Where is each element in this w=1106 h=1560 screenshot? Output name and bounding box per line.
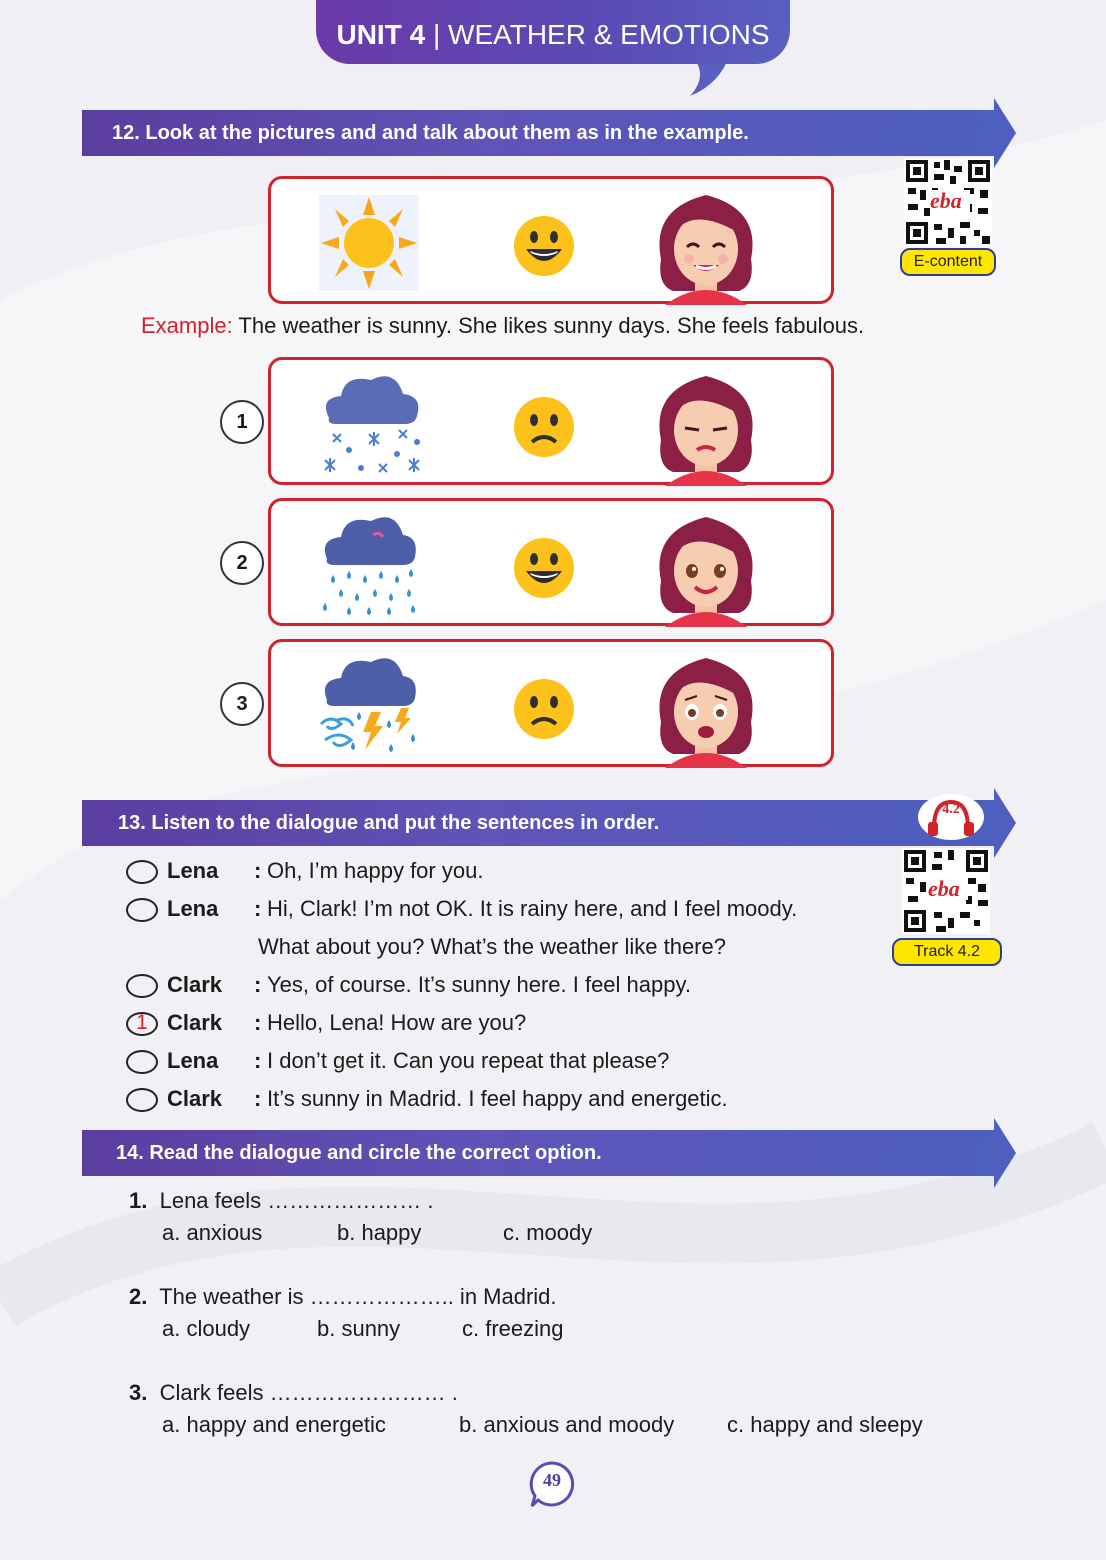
option[interactable]: c. freezing <box>462 1316 564 1341</box>
question-text: The weather is ……………….. in Madrid. <box>159 1284 557 1309</box>
happy-emoji-icon <box>513 537 575 599</box>
question-number: 2. <box>129 1284 148 1309</box>
option[interactable]: b. anxious and moody <box>459 1412 675 1437</box>
item-number: 2 <box>220 541 264 585</box>
picture-frame-2 <box>268 498 834 626</box>
example-label: Example: <box>141 313 233 338</box>
order-oval[interactable] <box>126 860 158 884</box>
example-frame <box>268 176 834 304</box>
speaker: Clark <box>167 1086 223 1111</box>
question-3 <box>129 1380 458 1406</box>
question-number: 3. <box>129 1380 148 1405</box>
section-13-banner <box>82 800 994 846</box>
rain-cloud-icon <box>319 509 419 621</box>
track-badge-label: 4.2 <box>942 802 960 817</box>
unit-number: UNIT 4 <box>336 19 426 50</box>
question-text: Lena feels ………………… . <box>159 1188 434 1213</box>
dialogue-text: It’s sunny in Madrid. I feel happy and energetic. <box>267 1086 728 1111</box>
unit-separator: | <box>425 19 449 50</box>
speaker: Clark <box>167 972 223 997</box>
snow-cloud-icon <box>319 368 423 480</box>
option[interactable]: b. happy <box>337 1220 422 1245</box>
dialogue-text: Hello, Lena! How are you? <box>267 1010 527 1035</box>
item-number: 3 <box>220 682 264 726</box>
question-2 <box>129 1284 557 1310</box>
option[interactable]: b. sunny <box>317 1316 401 1341</box>
dialogue-text: Hi, Clark! I’m not OK. It is rainy here, and I feel moody. <box>267 896 798 921</box>
qr-logo: eba <box>930 188 962 213</box>
dialogue-text-continued: What about you? What’s the weather like there? <box>258 934 726 959</box>
option[interactable]: a. cloudy <box>162 1316 251 1341</box>
sun-icon <box>319 195 419 291</box>
girl-smiling-icon <box>651 511 761 627</box>
order-oval[interactable] <box>126 1088 158 1112</box>
section-14-banner <box>82 1130 994 1176</box>
speaker: Clark <box>167 1010 223 1035</box>
option[interactable]: a. anxious <box>162 1220 263 1245</box>
order-number: 1 <box>136 1011 148 1034</box>
section-14-title: 14. Read the dialogue and circle the correct option. <box>116 1142 602 1164</box>
order-oval[interactable] <box>126 974 158 998</box>
page-number-text: 49 <box>543 1470 561 1490</box>
section-13-title: 13. Listen to the dialogue and put the sentences in order. <box>118 812 660 834</box>
sad-emoji-icon <box>513 678 575 740</box>
girl-moody-icon <box>651 370 761 486</box>
example-text: The weather is sunny. She likes sunny days. She feels fabulous. <box>232 313 865 338</box>
question-number: 1. <box>129 1188 148 1213</box>
unit-title: WEATHER & EMOTIONS <box>448 19 770 50</box>
order-oval[interactable] <box>126 898 158 922</box>
e-content-tag[interactable]: E-content <box>900 248 996 276</box>
sad-emoji-icon <box>513 396 575 458</box>
picture-frame-1 <box>268 357 834 485</box>
order-oval[interactable] <box>126 1050 158 1074</box>
qr-logo: eba <box>928 876 960 901</box>
example-sentence <box>141 313 864 339</box>
dialogue-text: Oh, I’m happy for you. <box>267 858 484 883</box>
girl-anxious-icon <box>651 652 761 768</box>
page-number <box>528 1460 576 1508</box>
speaker: Lena <box>167 858 219 883</box>
question-text: Clark feels …………………… . <box>159 1380 458 1405</box>
dialogue-text: Yes, of course. It’s sunny here. I feel happy. <box>267 972 691 997</box>
storm-cloud-icon <box>317 650 421 762</box>
happy-emoji-icon <box>513 215 575 277</box>
option[interactable]: c. happy and sleepy <box>727 1412 923 1437</box>
picture-frame-3 <box>268 639 834 767</box>
dialogue-text: I don’t get it. Can you repeat that please? <box>267 1048 670 1073</box>
girl-happy-icon <box>651 189 761 305</box>
speaker: Lena <box>167 1048 219 1073</box>
item-number: 1 <box>220 400 264 444</box>
question-1 <box>129 1188 433 1214</box>
audio-badge[interactable] <box>918 794 984 840</box>
section-12-banner <box>82 110 994 156</box>
speaker: Lena <box>167 896 219 921</box>
track-tag[interactable]: Track 4.2 <box>892 938 1002 966</box>
unit-header <box>316 0 790 64</box>
option[interactable]: a. happy and energetic <box>162 1412 386 1437</box>
option[interactable]: c. moody <box>503 1220 593 1245</box>
section-12-title: 12. Look at the pictures and and talk about them as in the example. <box>112 122 749 144</box>
